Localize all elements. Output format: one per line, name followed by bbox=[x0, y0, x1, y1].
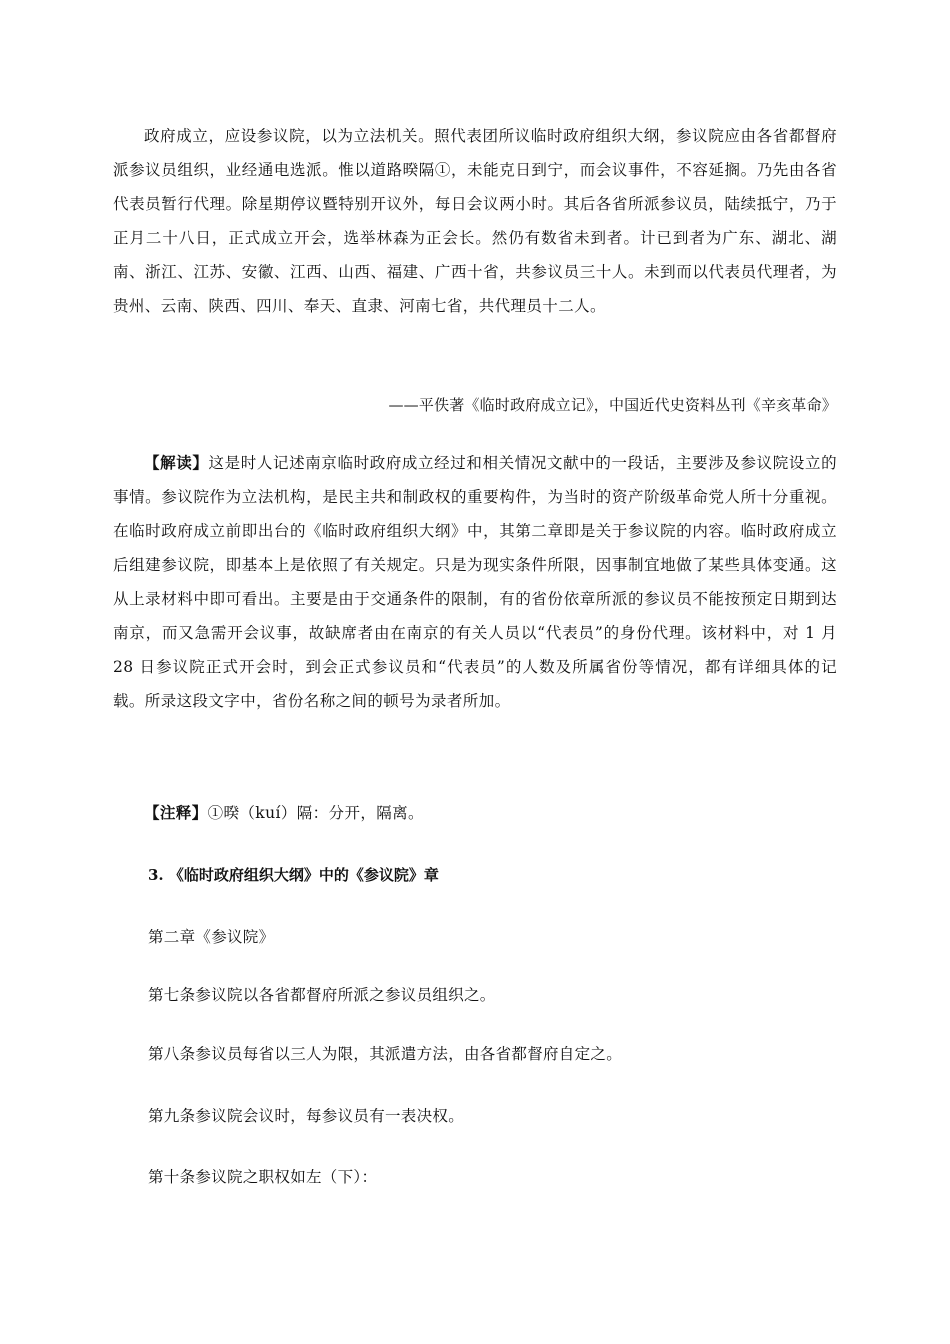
article-9: 第九条参议院会议时，每参议员有一表决权。 bbox=[148, 1107, 465, 1125]
source-citation: ——平佚著《临时政府成立记》，中国近代史资料丛刊《辛亥革命》 bbox=[388, 396, 837, 414]
chapter-title: 第二章《参议院》 bbox=[148, 928, 275, 946]
article-8: 第八条参议员每省以三人为限，其派遣方法，由各省都督府自定之。 bbox=[148, 1045, 623, 1063]
interpretation-paragraph bbox=[113, 446, 837, 718]
quoted-paragraph: 政府成立，应设参议院，以为立法机关。照代表团所议临时政府组织大纲，参议院应由各省都督府派参议员组织，业经通电选派。惟以道路暌隔①，未能克日到宁，而会议事件，不容延搁。乃先由各省代表员暂行代理。除星期停议暨特别开议外，每日会议两小时。其后各省所派参议员，陆续抵宁，乃于正月二十八日，正式成立开会，选举林森为正会长。然仍有数省未到者。计已到者为广东、湖北、湖南、浙江、江苏、安徽、江西、山西、福建、广西十省，共参议员三十人。未到而以代表员代理者，为贵州、云南、陕西、四川、奉天、直隶、河南七省，共代理员十二人。 bbox=[113, 127, 837, 315]
article-7: 第七条参议院以各省都督府所派之参议员组织之。 bbox=[148, 986, 496, 1004]
interpretation-text: 这是时人记述南京临时政府成立经过和相关情况文献中的一段话，主要涉及参议院设立的事情。参议院作为立法机构，是民主共和制政权的重要构件，为当时的资产阶级革命党人所十分重视。在临时政府成立前即出台的《临时政府组织大纲》中，其第二章即是关于参议院的内容。临时政府成立后组建参议院，即基本上是依照了有关规定。只是为现实条件所限，因事制宜地做了某些具体变通。这从上录材料中即可看出。主要是由于交通条件的限制，有的省份依章所派的参议员不能按预定日期到达南京，而又急需开会议事，故缺席者由在南京的有关人员以“代表员”的身份代理。该材料中，对 1 月 28 日参议院正式开会时，到会正式参议员和“代表员”的人数及所属省份等情况，都有详细具体的记载。所录这段文字中，省份名称之间的顿号为录者所加。 bbox=[113, 454, 837, 710]
annotation-text: ①暌（kuí）隔：分开，隔离。 bbox=[207, 804, 424, 822]
section-heading: 3. 《临时政府组织大纲》中的《参议院》章 bbox=[148, 866, 439, 884]
article-10: 第十条参议院之职权如左（下）： bbox=[148, 1168, 378, 1186]
interpretation-label: 【解读】 bbox=[144, 453, 209, 472]
annotation-label: 【注释】 bbox=[144, 803, 208, 822]
annotation-paragraph bbox=[113, 796, 837, 830]
